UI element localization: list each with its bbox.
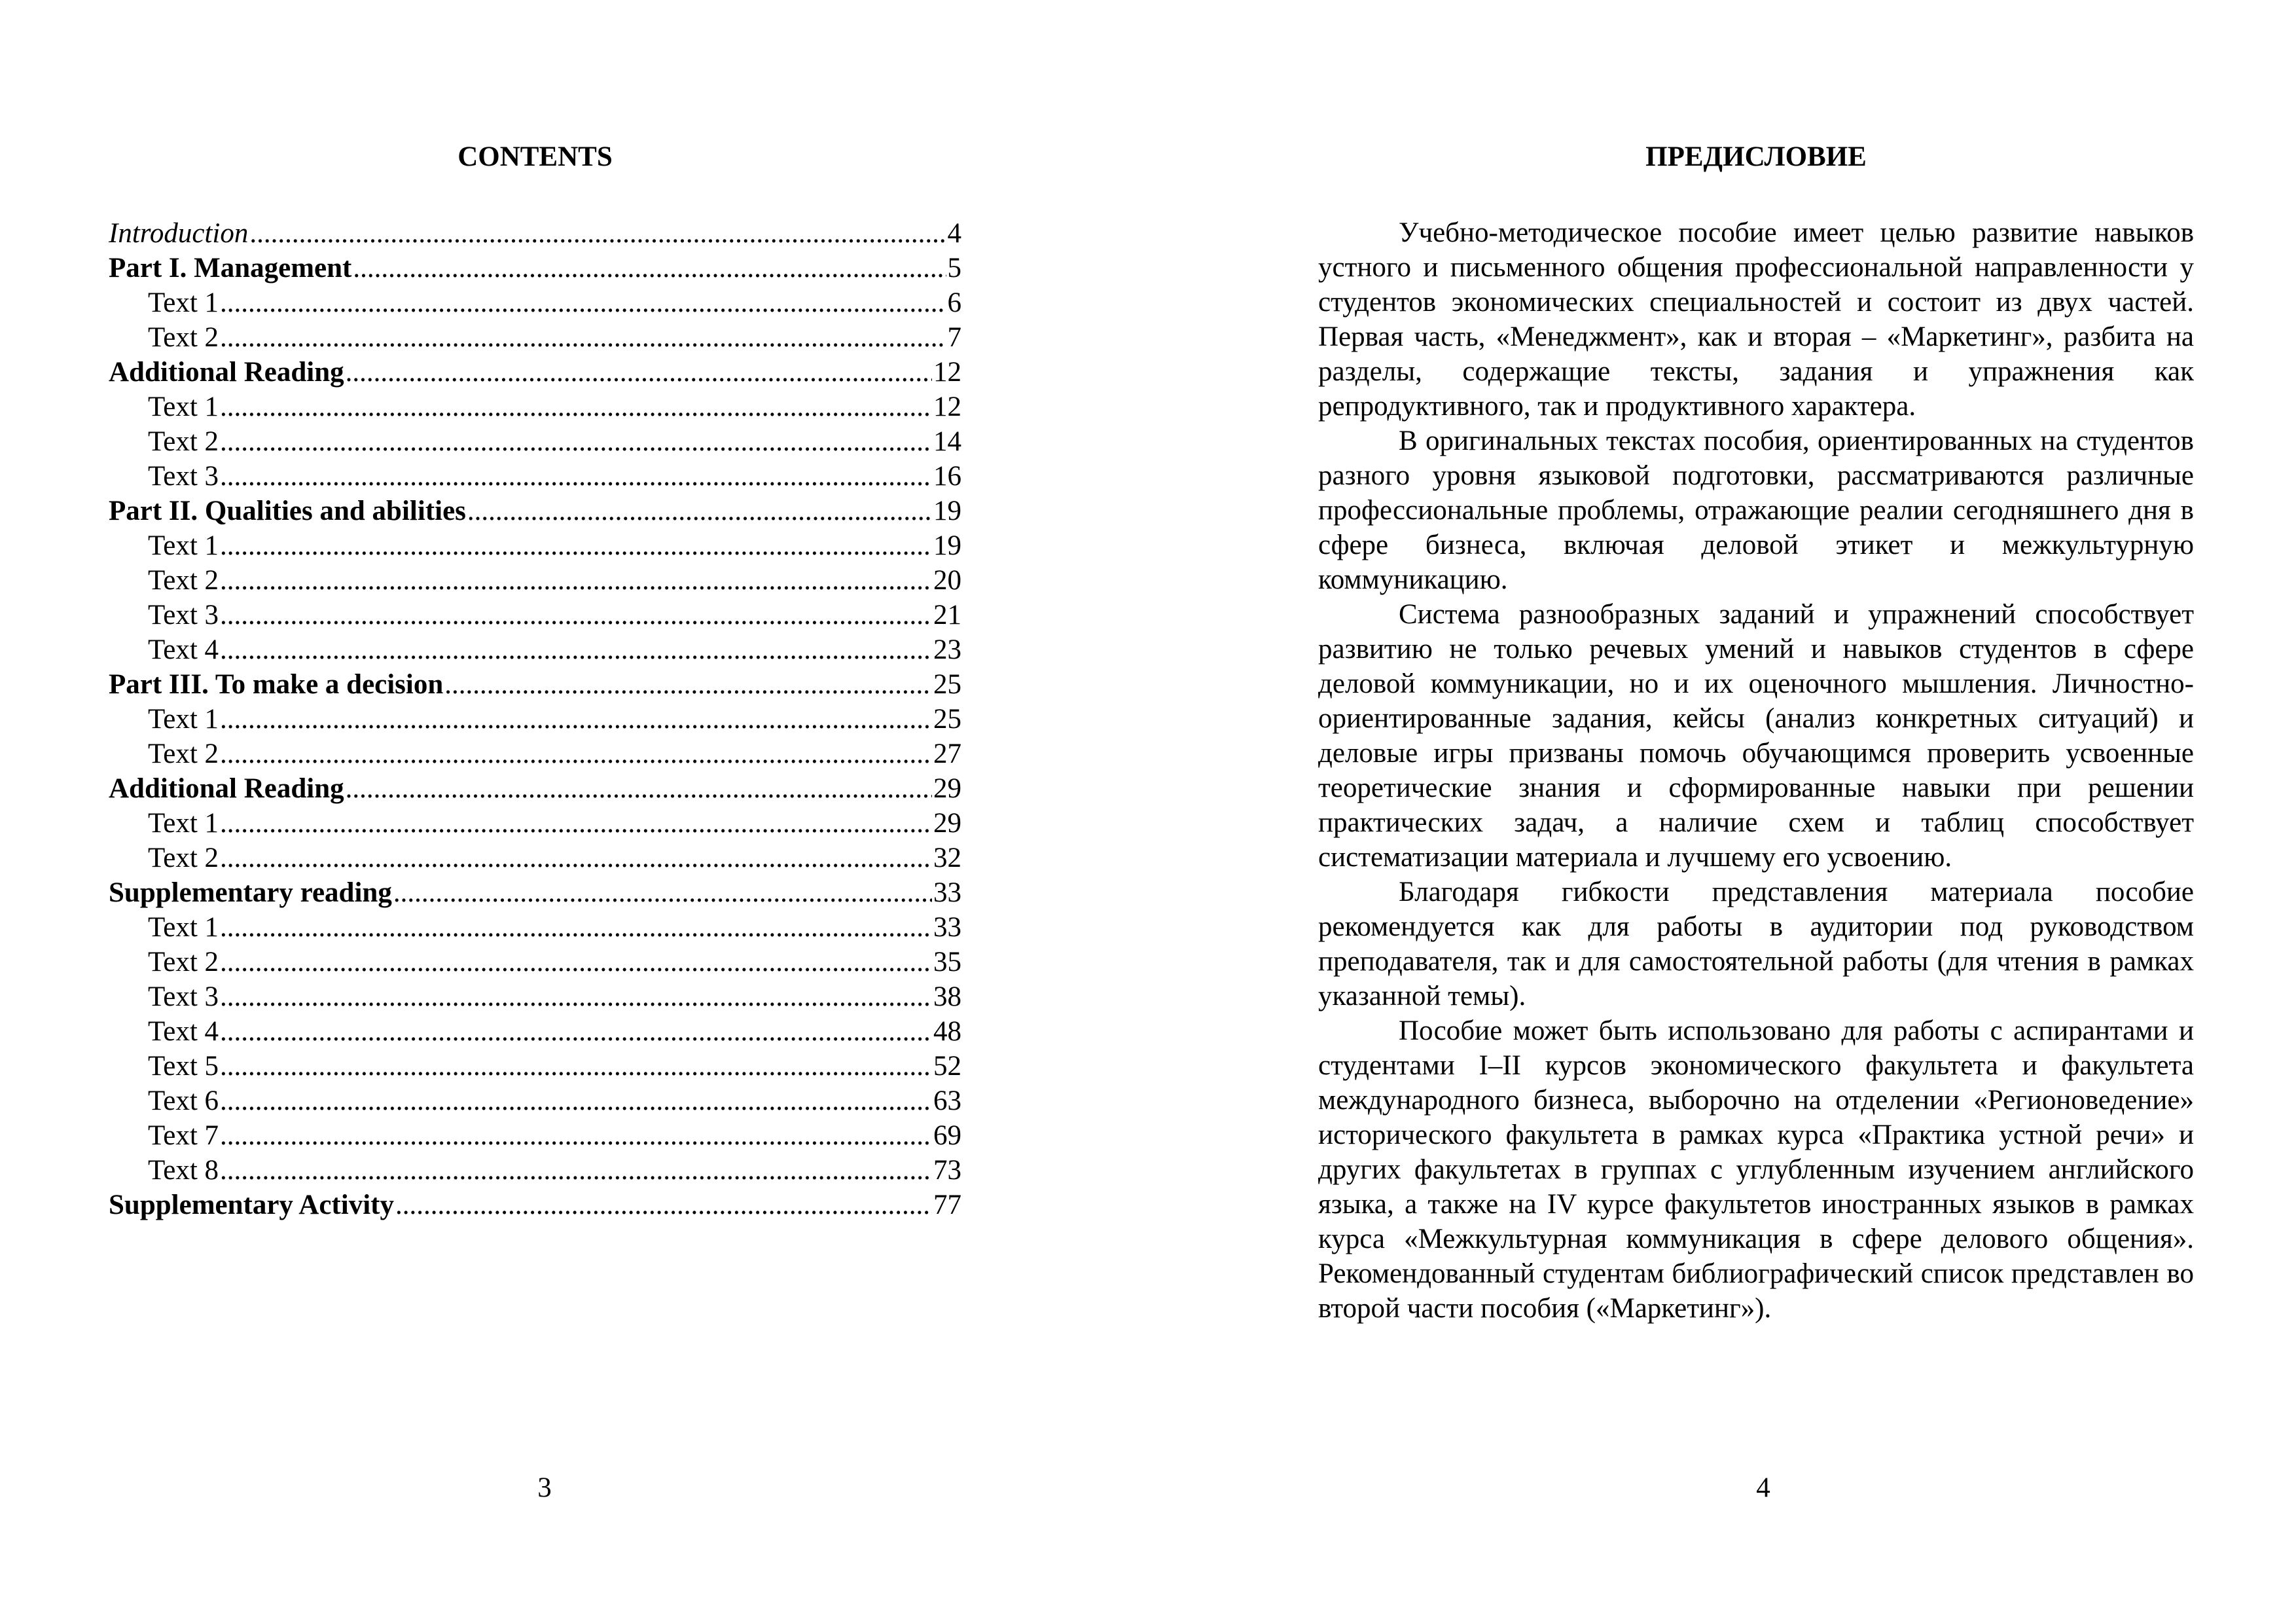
table-of-contents xyxy=(109,216,961,1222)
toc-entry-title: Part III. To make a decision xyxy=(109,669,444,700)
toc-entry-page-number: 5 xyxy=(947,253,961,283)
toc-dot-leader xyxy=(249,216,946,251)
toc-entry-page-number: 35 xyxy=(933,947,961,977)
toc-entry-title: Text 2 xyxy=(148,565,219,596)
toc-entry-page-number: 21 xyxy=(933,600,961,630)
toc-entry-title: Text 2 xyxy=(148,426,219,457)
toc-entry-page-number: 25 xyxy=(933,669,961,700)
toc-dot-leader xyxy=(220,285,946,320)
preface-heading: ПРЕДИСЛОВИЕ xyxy=(1645,141,1867,172)
toc-entry xyxy=(109,424,961,459)
toc-entry xyxy=(109,737,961,771)
toc-entry-title: Text 1 xyxy=(148,287,219,318)
toc-entry-title: Text 7 xyxy=(148,1120,219,1151)
toc-dot-leader xyxy=(220,841,932,875)
toc-entry-page-number: 73 xyxy=(933,1155,961,1186)
toc-dot-leader xyxy=(220,320,946,355)
preface-paragraph: Учебно-методическое пособие имеет целью развитие навыков устного и письменного общения профессиональной направленности у студентов экономических специальностей и состоит из двух частей. Первая часть, «Менеджмент», как и вторая – «Маркетинг», разбита на разделы, содержащие тексты, задания и упражнения как репродуктивного, так и продуктивного характера. xyxy=(1318,217,2194,422)
toc-entry-page-number: 4 xyxy=(947,218,961,249)
toc-entry-page-number: 7 xyxy=(947,322,961,353)
toc-entry xyxy=(109,979,961,1014)
toc-entry-page-number: 25 xyxy=(933,704,961,735)
toc-entry xyxy=(109,806,961,841)
toc-entry-page-number: 27 xyxy=(933,739,961,769)
toc-dot-leader xyxy=(220,390,932,424)
toc-dot-leader xyxy=(220,459,932,494)
toc-entry xyxy=(109,875,961,910)
toc-dot-leader xyxy=(220,979,932,1014)
toc-dot-leader xyxy=(220,945,932,979)
page-number-left: 3 xyxy=(537,1472,552,1503)
toc-entry xyxy=(109,390,961,424)
toc-entry-title: Text 2 xyxy=(148,843,219,873)
toc-entry xyxy=(109,355,961,390)
toc-entry-title: Additional Reading xyxy=(109,357,344,388)
toc-dot-leader xyxy=(220,632,932,667)
toc-entry-title: Text 5 xyxy=(148,1051,219,1082)
preface-paragraph: Благодаря гибкости представления материала пособие рекомендуется как для работы в аудитории под руководством преподавателя, так и для самостоятельной работы (для чтения в рамках указанной темы). xyxy=(1318,877,2194,1012)
left-page xyxy=(109,137,961,1222)
toc-entry xyxy=(109,563,961,598)
toc-entry-page-number: 6 xyxy=(947,287,961,318)
toc-entry-page-number: 33 xyxy=(933,877,961,908)
toc-entry xyxy=(109,598,961,632)
toc-dot-leader xyxy=(220,1049,932,1084)
toc-entry-page-number: 52 xyxy=(933,1051,961,1082)
toc-entry-title: Text 1 xyxy=(148,530,219,561)
toc-entry-title: Text 3 xyxy=(148,981,219,1012)
toc-dot-leader xyxy=(220,806,932,841)
toc-entry-title: Supplementary reading xyxy=(109,877,392,908)
toc-entry-title: Text 3 xyxy=(148,461,219,492)
toc-entry xyxy=(109,945,961,979)
preface-paragraph: Система разнообразных заданий и упражнений способствует развитию не только речевых умений и навыков студентов в сфере деловой коммуникации, но и их оценочного мышления. Личностно-ориентированные задания, кейсы (анализ конкретных ситуаций) и деловые игры призваны помочь обучающимся проверить усвоенные теоретические знания и сформированные навыки при решении практических задач, а наличие схем и таблиц способствует систематизации материала и лучшему его усвоению. xyxy=(1318,599,2194,873)
right-page xyxy=(1318,137,2194,1326)
toc-entry-title: Introduction xyxy=(109,218,249,249)
preface-body xyxy=(1318,215,2194,1326)
toc-entry-title: Text 8 xyxy=(148,1155,219,1186)
toc-entry xyxy=(109,320,961,355)
toc-entry-title: Text 2 xyxy=(148,739,219,769)
toc-entry-page-number: 38 xyxy=(933,981,961,1012)
toc-entry xyxy=(109,632,961,667)
toc-entry xyxy=(109,251,961,285)
toc-entry-title: Text 4 xyxy=(148,1016,219,1047)
preface-paragraph: Пособие может быть использовано для работы с аспирантами и студентами I–II курсов экономического факультета и факультета международного бизнеса, выборочно на отделении «Регионоведение» исторического факультета в рамках курса «Практика устной речи» и других факультетах в группах с углубленным изучением английского языка, а также на IV курсе факультетов иностранных языков в рамках курса «Межкультурная коммуникация в сфере делового общения». Рекомендованный студентам библиографический список представлен во второй части пособия («Маркетинг»). xyxy=(1318,1015,2194,1324)
toc-entry xyxy=(109,528,961,563)
toc-entry xyxy=(109,1153,961,1188)
toc-dot-leader xyxy=(467,494,932,528)
toc-entry xyxy=(109,841,961,875)
toc-entry-page-number: 12 xyxy=(933,392,961,422)
toc-entry-page-number: 32 xyxy=(933,843,961,873)
toc-entry-page-number: 19 xyxy=(933,530,961,561)
toc-entry-page-number: 33 xyxy=(933,912,961,943)
toc-entry-page-number: 29 xyxy=(933,808,961,839)
toc-entry xyxy=(109,216,961,251)
toc-dot-leader xyxy=(220,702,932,737)
toc-dot-leader xyxy=(346,771,932,806)
toc-entry-title: Text 1 xyxy=(148,704,219,735)
toc-dot-leader xyxy=(346,355,932,390)
toc-entry-title: Supplementary Activity xyxy=(109,1190,394,1220)
preface-paragraph: В оригинальных текстах пособия, ориентированных на студентов разного уровня языковой подготовки, рассматриваются различные профессиональные проблемы, отражающие реалии сегодняшнего дня в сфере бизнеса, включая деловой этикет и межкультурную коммуникацию. xyxy=(1318,426,2194,595)
toc-entry-page-number: 20 xyxy=(933,565,961,596)
toc-entry-page-number: 63 xyxy=(933,1085,961,1116)
toc-entry-title: Text 1 xyxy=(148,912,219,943)
toc-dot-leader xyxy=(220,424,932,459)
toc-entry xyxy=(109,1049,961,1084)
toc-dot-leader xyxy=(393,875,932,910)
toc-entry-page-number: 14 xyxy=(933,426,961,457)
toc-dot-leader xyxy=(444,667,932,702)
toc-entry-page-number: 19 xyxy=(933,496,961,526)
toc-entry xyxy=(109,1188,961,1222)
toc-entry-title: Text 2 xyxy=(148,322,219,353)
toc-entry-title: Text 1 xyxy=(148,392,219,422)
toc-dot-leader xyxy=(220,528,932,563)
toc-entry xyxy=(109,494,961,528)
toc-entry-title: Text 4 xyxy=(148,634,219,665)
toc-dot-leader xyxy=(220,1153,932,1188)
toc-entry xyxy=(109,910,961,945)
toc-entry xyxy=(109,667,961,702)
toc-entry-title: Text 6 xyxy=(148,1085,219,1116)
toc-entry-page-number: 29 xyxy=(933,773,961,804)
contents-heading: CONTENTS xyxy=(457,141,613,172)
toc-dot-leader xyxy=(353,251,946,285)
toc-entry-title: Text 3 xyxy=(148,600,219,630)
toc-dot-leader xyxy=(220,737,932,771)
toc-entry-title: Text 1 xyxy=(148,808,219,839)
toc-entry-page-number: 48 xyxy=(933,1016,961,1047)
toc-entry-page-number: 69 xyxy=(933,1120,961,1151)
toc-entry-title: Additional Reading xyxy=(109,773,344,804)
toc-entry xyxy=(109,771,961,806)
toc-entry xyxy=(109,1014,961,1049)
toc-entry xyxy=(109,1084,961,1118)
toc-entry-page-number: 77 xyxy=(933,1190,961,1220)
toc-entry-page-number: 16 xyxy=(933,461,961,492)
toc-dot-leader xyxy=(220,1084,932,1118)
page-number-right: 4 xyxy=(1756,1472,1770,1503)
toc-entry xyxy=(109,1118,961,1153)
toc-entry xyxy=(109,459,961,494)
toc-dot-leader xyxy=(220,910,932,945)
toc-entry-title: Part II. Qualities and abilities xyxy=(109,496,466,526)
toc-dot-leader xyxy=(220,563,932,598)
toc-dot-leader xyxy=(395,1188,932,1222)
toc-entry-page-number: 12 xyxy=(933,357,961,388)
toc-dot-leader xyxy=(220,1014,932,1049)
toc-entry-page-number: 23 xyxy=(933,634,961,665)
toc-entry-title: Text 2 xyxy=(148,947,219,977)
toc-dot-leader xyxy=(220,598,932,632)
toc-entry xyxy=(109,285,961,320)
toc-entry xyxy=(109,702,961,737)
toc-dot-leader xyxy=(220,1118,932,1153)
toc-entry-title: Part I. Management xyxy=(109,253,352,283)
